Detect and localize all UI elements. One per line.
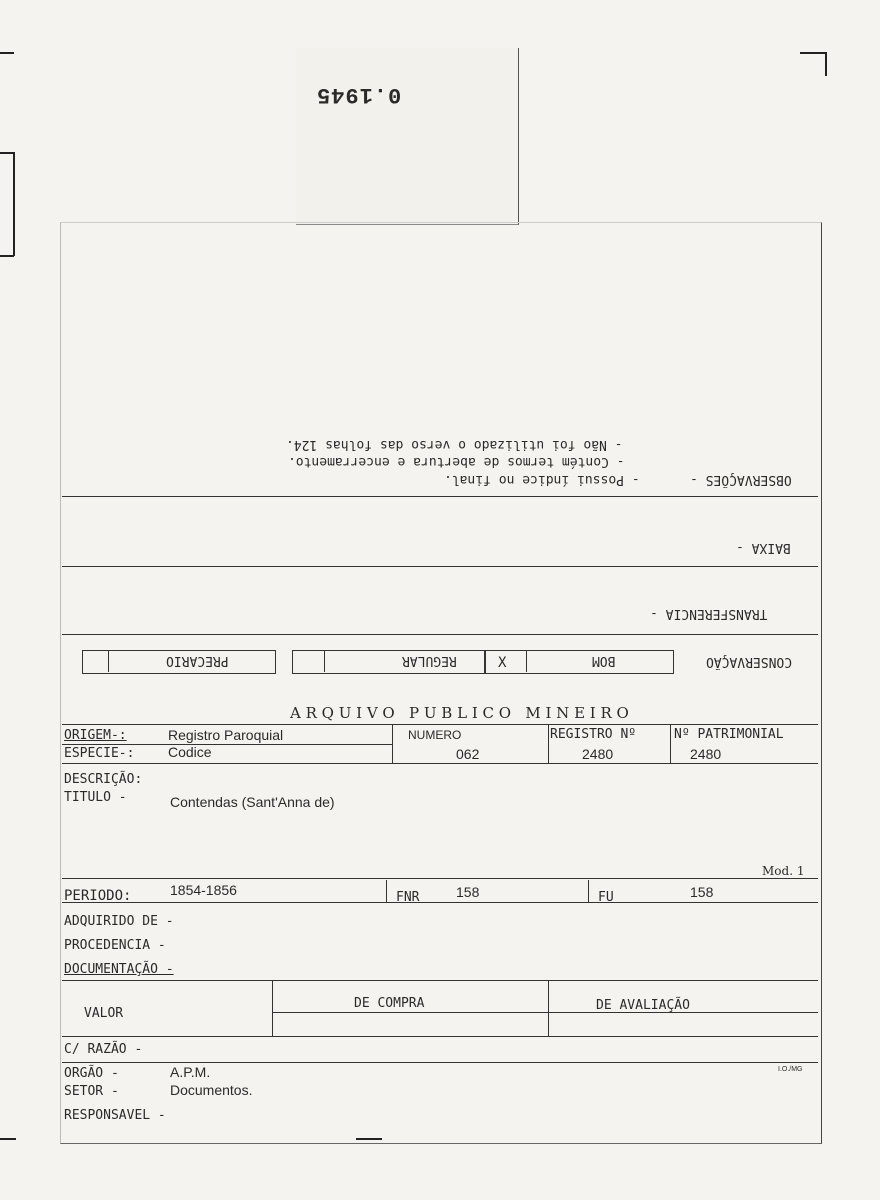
divider-archive: [62, 724, 818, 725]
titulo-label: TITULO -: [64, 790, 127, 805]
divider-observacoes: [62, 496, 818, 497]
conservacao-bom-divider: [526, 650, 527, 672]
documentacao-label: DOCUMENTAÇÃO -: [64, 962, 174, 977]
patrimonial-label: Nº PATRIMONIAL: [674, 727, 784, 742]
orgao-label: ORGÃO -: [64, 1066, 119, 1081]
registro-label: REGISTRO Nº: [550, 727, 637, 742]
razao-label: C/ RAZÃO -: [64, 1042, 143, 1057]
periodo-label: PERIODO:: [64, 888, 132, 904]
transferencia-label: TRANSFERENCIA -: [650, 606, 768, 621]
especie-value: Codice: [168, 744, 212, 760]
setor-label: SETOR -: [64, 1084, 119, 1099]
observacoes-line-3: - Não foi utilizado o verso das folhas 124.: [286, 437, 623, 452]
conservacao-regular-label: REGULAR: [402, 653, 457, 668]
fnr-value: 158: [456, 884, 480, 900]
col-divider-numero: [392, 724, 393, 764]
baixa-label: BAIXA -: [736, 540, 791, 555]
col-divider-registro: [548, 724, 549, 764]
fu-label: FU: [598, 890, 614, 905]
descricao-label: DESCRIÇÃO:: [64, 772, 143, 787]
mod-label: Mod. 1: [762, 864, 805, 878]
divider-origem: [62, 744, 392, 745]
card-stub-tab: [296, 48, 519, 225]
corner-code: I.O./MG: [778, 1066, 803, 1073]
col-divider-valor: [272, 980, 273, 1036]
divider-razao: [62, 1062, 818, 1063]
margin-mark-left-box-bottom: [0, 255, 14, 257]
orgao-value: A.P.M.: [170, 1064, 211, 1080]
divider-periodo: [62, 902, 818, 903]
conservacao-bom-mark: X: [498, 655, 507, 671]
margin-mark-top-right-h: [800, 52, 826, 54]
col-divider-fnr: [386, 880, 387, 902]
conservacao-label: CONSERVAÇÃO: [706, 654, 793, 669]
col-divider-fu: [588, 880, 589, 902]
setor-value: Documentos.: [170, 1082, 253, 1098]
divider-descricao: [62, 878, 818, 879]
origem-value: Registro Paroquial: [168, 727, 284, 743]
valor-compra-label: DE COMPRA: [354, 996, 425, 1011]
procedencia-label: PROCEDENCIA -: [64, 938, 166, 953]
adquirido-label: ADQUIRIDO DE -: [64, 914, 174, 929]
catalog-card: [60, 222, 822, 1144]
fnr-label: FNR: [396, 890, 420, 905]
valor-avaliacao-label: DE AVALIAÇÃO: [596, 998, 690, 1013]
divider-valor: [62, 1036, 818, 1037]
col-divider-avaliacao: [548, 980, 549, 1036]
registro-value: 2480: [582, 746, 614, 762]
conservacao-precario-label: PRECARIO: [166, 653, 229, 668]
margin-mark-left-box: [0, 152, 14, 154]
periodo-value: 1854-1856: [170, 882, 237, 898]
stub-number: 0.1945: [316, 82, 402, 107]
divider-transferencia: [62, 634, 818, 635]
conservacao-regular-divider: [324, 650, 325, 672]
conservacao-precario-divider: [108, 650, 109, 672]
especie-label: ESPECIE-:: [64, 746, 135, 761]
divider-baixa: [62, 566, 818, 567]
titulo-value: Contendas (Sant'Anna de): [170, 794, 335, 810]
patrimonial-value: 2480: [690, 746, 722, 762]
numero-label: NUMERO: [408, 728, 462, 742]
observacoes-label: OBSERVAÇÕES -: [690, 472, 792, 487]
divider-valor-mid: [272, 1012, 818, 1013]
fu-value: 158: [690, 884, 714, 900]
conservacao-bom-box[interactable]: [484, 650, 674, 674]
col-divider-patrimonial: [670, 724, 671, 764]
margin-mark-top-right-v: [825, 52, 827, 76]
archive-name: A R Q U I V O P U B L I C O M I N E I R O: [290, 704, 629, 722]
margin-mark-top-left: [0, 52, 14, 54]
origem-label: ORIGEM-:: [64, 728, 127, 743]
divider-documentacao: [62, 980, 818, 981]
margin-mark-bottom-left: [0, 1138, 16, 1140]
observacoes-line-1: - Possui índice no final.: [444, 472, 640, 487]
divider-especie: [62, 763, 818, 764]
numero-value: 062: [456, 746, 480, 762]
conservacao-bom-label: BOM: [592, 653, 616, 668]
conservacao-regular-box[interactable]: [292, 650, 486, 674]
valor-label: VALOR: [84, 1006, 124, 1021]
responsavel-label: RESPONSAVEL -: [64, 1108, 166, 1123]
observacoes-line-2: - Contém termos de abertura e encerramento.: [288, 454, 625, 469]
margin-mark-left-box-side: [13, 152, 15, 256]
